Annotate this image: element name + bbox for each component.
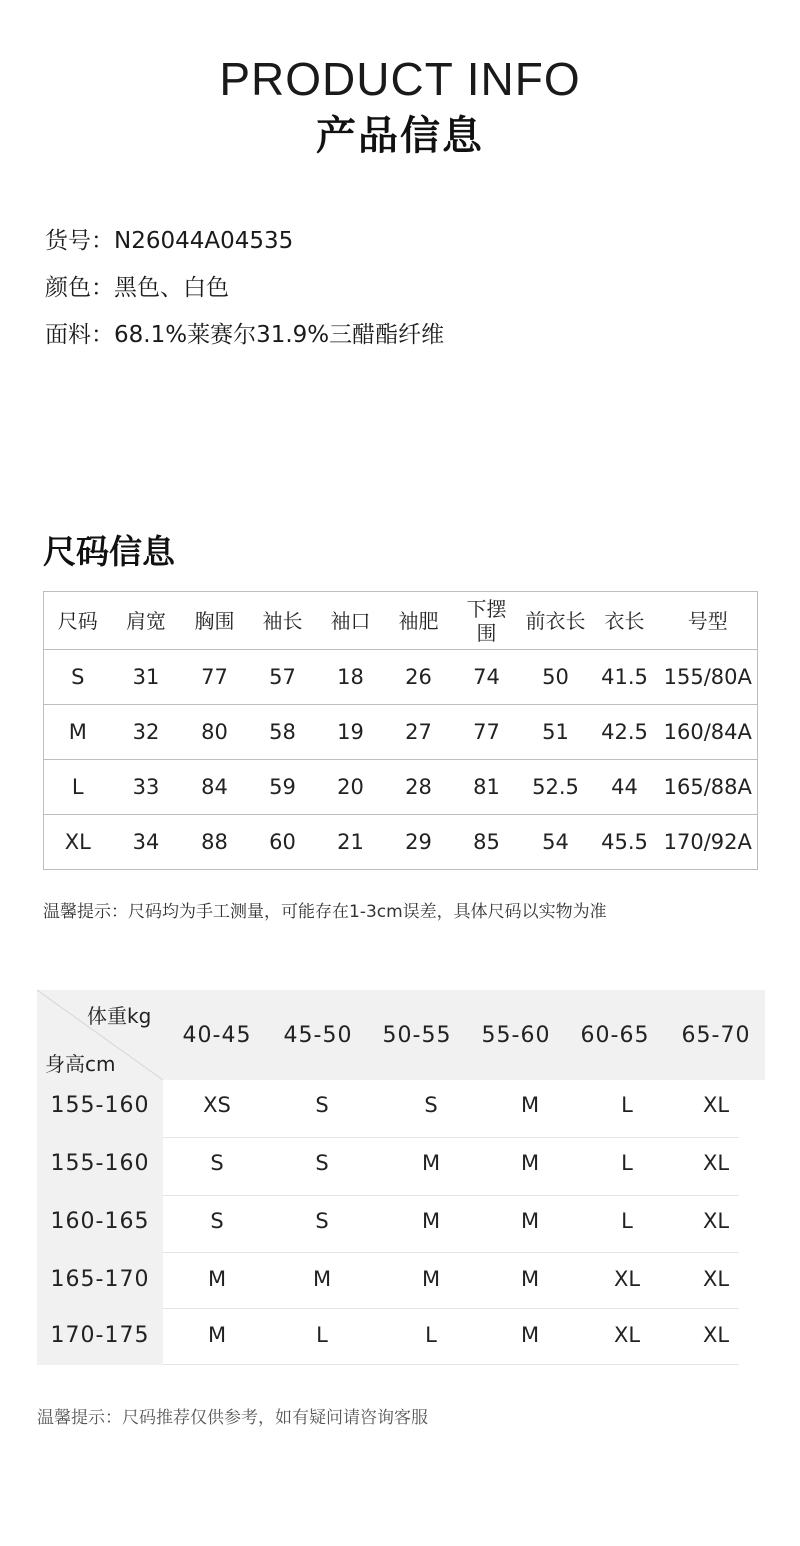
recommended-size-cell: M bbox=[520, 1323, 540, 1347]
size-table-cell: 74 bbox=[453, 650, 521, 705]
recommended-size-cell: M bbox=[520, 1093, 540, 1117]
size-table-header-cell: 下摆 围 bbox=[453, 592, 521, 650]
size-table-cell: 44 bbox=[591, 760, 659, 815]
row-divider bbox=[163, 1364, 739, 1365]
recommended-size-cell: M bbox=[207, 1323, 227, 1347]
recommended-size-cell: M bbox=[520, 1209, 540, 1233]
recommended-size-cell: XL bbox=[702, 1093, 730, 1117]
recommended-size-cell: S bbox=[424, 1093, 438, 1117]
weight-column-header: 60-65 bbox=[580, 1023, 650, 1048]
size-table-cell: 32 bbox=[112, 705, 181, 760]
size-table-cell: 20 bbox=[317, 760, 385, 815]
size-table-header bbox=[44, 592, 758, 650]
recommended-size-cell: L bbox=[316, 1323, 328, 1347]
size-table-cell: 33 bbox=[112, 760, 181, 815]
recommended-size-cell: S bbox=[315, 1209, 329, 1233]
row-divider bbox=[163, 1252, 739, 1253]
size-table-cell: 165/88A bbox=[659, 760, 758, 815]
size-table-cell: 52.5 bbox=[521, 760, 591, 815]
size-table-cell: 57 bbox=[249, 650, 317, 705]
row-divider bbox=[163, 1308, 739, 1309]
size-table-cell: 29 bbox=[405, 830, 432, 854]
recommended-size-cell: L bbox=[425, 1323, 437, 1347]
size-table-cell: 77 bbox=[453, 705, 521, 760]
recommended-size-cell: M bbox=[421, 1151, 441, 1175]
size-note: 温馨提示：尺码均为手工测量，可能存在1-3cm误差，具体尺码以实物为准 bbox=[43, 902, 607, 922]
size-table-cell: 60 bbox=[269, 830, 296, 854]
size-table-header-cell: 尺码 bbox=[44, 592, 112, 650]
size-table-header-cell: 衣长 bbox=[591, 592, 659, 650]
size-table bbox=[43, 591, 758, 870]
weight-column-header: 65-70 bbox=[681, 1023, 751, 1048]
sku-line: 货号：N26044A04535 bbox=[45, 228, 294, 254]
size-table-cell: M bbox=[44, 705, 112, 760]
size-table-cell: S bbox=[44, 650, 112, 705]
height-row-header: 155-160 bbox=[50, 1151, 150, 1176]
size-table-cell: 88 bbox=[201, 830, 228, 854]
size-table-cell: 155/80A bbox=[659, 650, 758, 705]
size-table-cell: 80 bbox=[181, 705, 249, 760]
height-label: 身高cm bbox=[45, 1052, 116, 1076]
recommended-size-cell: L bbox=[621, 1093, 633, 1117]
size-table-row bbox=[44, 705, 758, 760]
height-row-header: 160-165 bbox=[50, 1209, 150, 1234]
size-table-cell: 58 bbox=[249, 705, 317, 760]
size-table-cell: L bbox=[44, 760, 112, 815]
recommended-size-cell: XL bbox=[702, 1209, 730, 1233]
size-table-header-cell: 袖长 bbox=[249, 592, 317, 650]
size-recommend-table bbox=[37, 990, 765, 1365]
size-table-header-cell: 胸围 bbox=[181, 592, 249, 650]
size-table-cell: 27 bbox=[385, 705, 453, 760]
height-row-header: 155-160 bbox=[50, 1093, 150, 1118]
recommended-size-cell: XL bbox=[702, 1267, 730, 1291]
size-table-cell: 45.5 bbox=[601, 830, 648, 854]
size-table-cell: 170/92A bbox=[663, 830, 752, 854]
size-table-cell: 51 bbox=[521, 705, 591, 760]
height-row-header: 170-175 bbox=[50, 1323, 150, 1348]
recommended-size-cell: XL bbox=[613, 1267, 641, 1291]
size-table-cell: 19 bbox=[317, 705, 385, 760]
recommended-size-cell: S bbox=[210, 1151, 224, 1175]
height-row-header: 165-170 bbox=[50, 1267, 150, 1292]
weight-column-header: 40-45 bbox=[182, 1023, 252, 1048]
size-table-cell: 26 bbox=[385, 650, 453, 705]
size-table-header-cell: 号型 bbox=[659, 592, 758, 650]
recommended-size-cell: XL bbox=[702, 1151, 730, 1175]
size-table-cell: XL bbox=[64, 830, 91, 854]
recommended-size-cell: XL bbox=[702, 1323, 730, 1347]
weight-column-header: 50-55 bbox=[382, 1023, 452, 1048]
recommend-note: 温馨提示：尺码推荐仅供参考，如有疑问请咨询客服 bbox=[37, 1408, 428, 1428]
size-table-header-cell: 袖肥 bbox=[385, 592, 453, 650]
size-table-cell: 160/84A bbox=[659, 705, 758, 760]
size-table-header-cell: 前衣长 bbox=[521, 592, 591, 650]
recommended-size-cell: XS bbox=[203, 1093, 231, 1117]
weight-label: 体重kg bbox=[87, 1004, 152, 1028]
row-divider bbox=[163, 1137, 739, 1138]
recommended-size-cell: M bbox=[312, 1267, 332, 1291]
size-table-cell: 21 bbox=[337, 830, 364, 854]
recommended-size-cell: M bbox=[207, 1267, 227, 1291]
recommended-size-cell: S bbox=[315, 1151, 329, 1175]
size-table-cell: 84 bbox=[181, 760, 249, 815]
recommended-size-cell: M bbox=[520, 1267, 540, 1291]
size-table-cell: 59 bbox=[249, 760, 317, 815]
fabric-line: 面料：68.1%莱赛尔31.9%三醋酯纤维 bbox=[45, 322, 445, 348]
recommended-size-cell: M bbox=[520, 1151, 540, 1175]
size-table-cell: 50 bbox=[521, 650, 591, 705]
recommended-size-cell: L bbox=[621, 1151, 633, 1175]
size-table-cell: 81 bbox=[453, 760, 521, 815]
size-table-cell: 31 bbox=[112, 650, 181, 705]
size-table-cell: 34 bbox=[132, 830, 160, 854]
weight-column-header: 45-50 bbox=[283, 1023, 353, 1048]
size-table-row bbox=[44, 650, 758, 705]
recommended-size-cell: M bbox=[421, 1267, 441, 1291]
size-table-cell: 42.5 bbox=[591, 705, 659, 760]
size-section-title: 尺码信息 bbox=[43, 532, 175, 571]
color-line: 颜色：黑色、白色 bbox=[45, 275, 229, 301]
size-table-header-cell: 袖口 bbox=[317, 592, 385, 650]
row-divider bbox=[163, 1195, 739, 1196]
size-table-cell: 41.5 bbox=[591, 650, 659, 705]
size-table-cell: 85 bbox=[473, 830, 500, 854]
size-table-header-cell: 肩宽 bbox=[112, 592, 181, 650]
size-table-row bbox=[44, 815, 758, 870]
size-table-cell: 54 bbox=[542, 830, 569, 854]
recommended-size-cell: S bbox=[315, 1093, 329, 1117]
recommended-size-cell: S bbox=[210, 1209, 224, 1233]
size-table-cell: 28 bbox=[385, 760, 453, 815]
size-table-cell: 77 bbox=[181, 650, 249, 705]
recommended-size-cell: M bbox=[421, 1209, 441, 1233]
recommended-size-cell: L bbox=[621, 1209, 633, 1233]
weight-column-header: 55-60 bbox=[481, 1023, 551, 1048]
recommended-size-cell: XL bbox=[613, 1323, 641, 1347]
title-en: PRODUCT INFO bbox=[219, 53, 581, 105]
size-table-cell: 18 bbox=[317, 650, 385, 705]
title-cn: 产品信息 bbox=[316, 113, 484, 159]
size-table-row bbox=[44, 760, 758, 815]
